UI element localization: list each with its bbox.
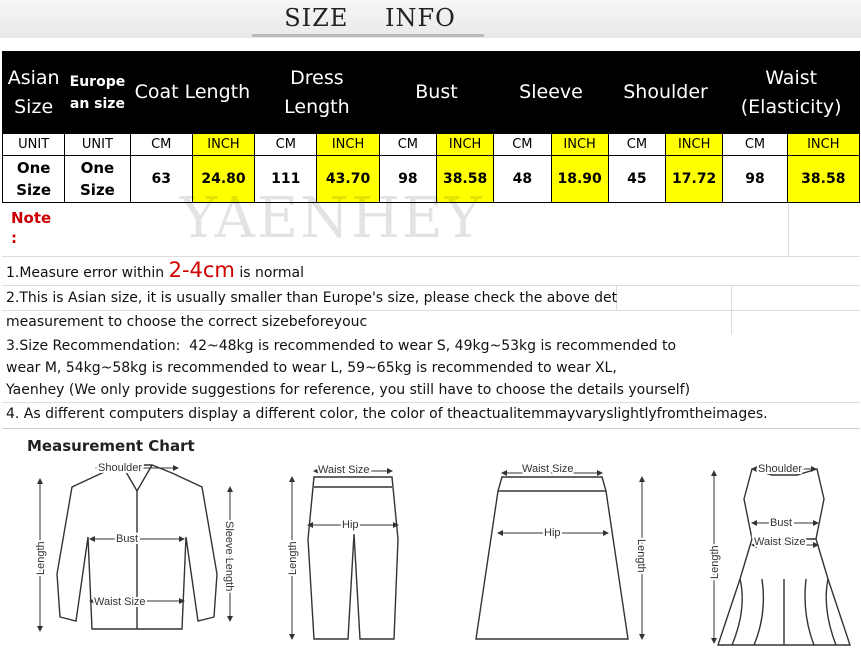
note-1 (6, 258, 304, 282)
note-3a: 3.Size Recommendation: 42~48kg is recommended to wear S, 49kg~53kg is recommended to (6, 338, 677, 354)
value-cell: 98 (723, 156, 787, 203)
unit-cell: CM (255, 134, 317, 156)
unit-cell: INCH (787, 134, 859, 156)
unit-cell: CM (608, 134, 665, 156)
header-bust: Bust (379, 52, 494, 134)
unit-cell: UNIT (3, 134, 65, 156)
value-cell: 38.58 (436, 156, 493, 203)
shirt-length-label: Length (35, 541, 47, 575)
value-cell: 18.90 (551, 156, 608, 203)
header-coat-length: Coat Length (130, 52, 255, 134)
value-cell: 111 (255, 156, 317, 203)
unit-cell: INCH (436, 134, 493, 156)
value-cell: 24.80 (192, 156, 254, 203)
header-shoulder: Shoulder (608, 52, 723, 134)
unit-row (3, 134, 860, 156)
skirt-waist-label: Waist Size (522, 463, 574, 475)
value-cell: 98 (379, 156, 436, 203)
note-3c: Yaenhey (We only provide suggestions for reference, you still have to choose the details yourself) (6, 382, 691, 398)
dress-bust-label: Bust (770, 517, 793, 529)
dress-length-label: Length (709, 545, 721, 579)
note-label: Note : (11, 209, 52, 247)
page-title: SIZE INFO (284, 4, 456, 32)
chart-title: Measurement Chart (27, 437, 195, 455)
header-row (3, 52, 860, 134)
header-asian-size: Asian Size (3, 52, 65, 134)
value-cell: 38.58 (787, 156, 859, 203)
dress-shoulder-label: Shoulder (758, 463, 803, 475)
note-2b: measurement to choose the correct sizebeforeyouc (6, 314, 368, 330)
grid-line (2, 256, 860, 257)
dress-waist-label: Waist Size (754, 536, 806, 548)
shirt-shoulder-label: Shoulder (98, 462, 143, 474)
value-cell: 63 (130, 156, 192, 203)
skirt-length-label: Length (635, 539, 647, 573)
pants-hip-label: Hip (342, 519, 359, 531)
shirt-waist-label: Waist Size (94, 596, 146, 608)
note-2a: 2.This is Asian size, it is usually smaller than Europe's size, please check the above det (6, 290, 618, 306)
unit-cell: CM (130, 134, 192, 156)
unit-cell: INCH (666, 134, 723, 156)
header-europe-size: Europe an size (65, 52, 130, 134)
header-sleeve: Sleeve (494, 52, 609, 134)
pants-drawing (308, 477, 398, 639)
value-cell: 17.72 (666, 156, 723, 203)
unit-cell: CM (494, 134, 551, 156)
header-waist: Waist (Elasticity) (723, 52, 860, 134)
value-cell: 43.70 (317, 156, 379, 203)
pants-waist-label: Waist Size (318, 464, 370, 476)
value-cell: 48 (494, 156, 551, 203)
measurement-chart (2, 428, 860, 661)
note-4: 4. As different computers display a different color, the color of theactualitemmayvaryslightlyfromtheimages. (6, 406, 768, 422)
value-cell: 45 (608, 156, 665, 203)
unit-cell: INCH (192, 134, 254, 156)
unit-cell: INCH (317, 134, 379, 156)
grid-line (731, 286, 732, 334)
unit-cell: CM (379, 134, 436, 156)
garment-diagrams (2, 429, 860, 661)
unit-cell: INCH (551, 134, 608, 156)
grid-line (2, 402, 860, 403)
note-1-highlight: 2-4cm (168, 258, 235, 282)
header-dress-length: Dress Length (255, 52, 380, 134)
title-underline (252, 34, 484, 37)
watermark: YAENHEY (180, 186, 484, 251)
skirt-drawing (476, 477, 628, 639)
asian-size-value: One Size (3, 156, 65, 203)
note-1-text-end: is normal (234, 265, 305, 281)
shirt-sleeve-label: Sleeve Length (223, 521, 235, 592)
shirt-bust-label: Bust (116, 533, 139, 545)
grid-line (788, 204, 789, 256)
note-1-text: 1.Measure error within (6, 265, 169, 281)
pants-length-label: Length (287, 541, 299, 575)
unit-cell: UNIT (65, 134, 130, 156)
unit-cell: CM (723, 134, 787, 156)
skirt-hip-label: Hip (544, 527, 561, 539)
note-3b: wear M, 54kg~58kg is recommended to wear L, 59~65kg is recommended to wear XL, (6, 360, 617, 376)
europe-size-value: One Size (65, 156, 130, 203)
size-table (2, 51, 860, 203)
